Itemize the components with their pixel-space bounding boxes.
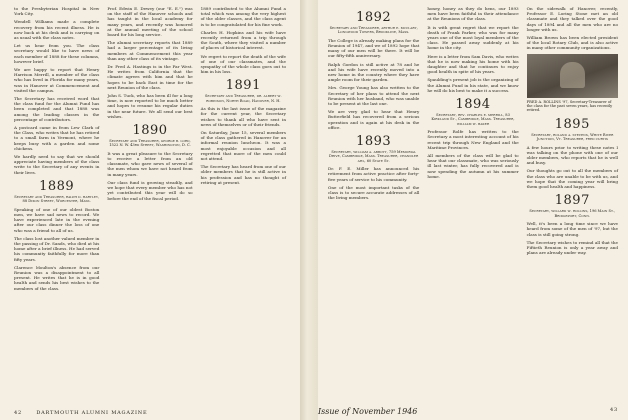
paragraph: Here is a letter from Sam Davis, who writes that he is now making his home with his daughter and that he continues to enjoy good health in spite of his years.	[427, 53, 519, 75]
class-year-heading: 1892	[356, 10, 392, 25]
paragraph: As this is the last issue of the magazine for the current year, the Secretary wishes to thank all who have sent in news of themselves or of their friends.	[200, 106, 286, 127]
class-year-heading: 1894	[455, 97, 491, 113]
paragraph: The Secretary wishes to remind all that the Fiftieth Reunion is only a year away and plans are already under way.	[526, 239, 618, 256]
paragraph: On Saturday, June 15, several members of the class gathered in Hanover for an informal reunion luncheon. It was a most enjoyable occasion and all regretted that more of the men could not attend.	[200, 130, 286, 162]
class-officers: Secretary, william a. abbott, 759 Memorial Drive, Cambridge, Mass. Treasurer, chandler ahl, 60 State St.	[329, 150, 419, 163]
class-year-heading: 1897	[554, 193, 590, 209]
class-officers: Secretary, roland a. stevens, White River Junction, Vt. Treasurer, fred curtis	[531, 132, 614, 142]
left-page	[0, 0, 300, 420]
column-left-1	[14, 6, 99, 294]
right-page-columns	[328, 6, 618, 258]
paragraph: All members of the class will be glad to hear that our classmate, who was seriously ill last winter, has fully recovered and is now spending the autumn at his summer home.	[427, 153, 519, 179]
paragraph: We are happy to report that Henry Harrison Merrill, a member of the class who has lived in Florida for many years, was in Hanover at Commencement and visited the campus.	[14, 67, 100, 93]
class-officers: Secretary and Treasurer, ralph d. hartley, 88 Dixon Street, Worcester, Mass.	[14, 194, 100, 204]
paragraph: Dr. F. E. Miller has announced his retirement from active practice after forty-five years of service to his community.	[328, 166, 420, 182]
column-right-3	[527, 6, 618, 258]
paragraph: to the Presbyterian Hospital in New York City.	[14, 6, 100, 17]
paragraph: The Secretary has heard from one of our older members that he is still active in his profession and has no thought of retiring at present.	[200, 164, 286, 185]
paragraph: On the sidewalk of Hanover, recently, Professor E. Loring Stone met an old classmate and they talked over the good days of 1894 and all the men who are no longer with us.	[526, 6, 618, 32]
paragraph: It was a great pleasure to the Secretary to receive a letter from an old classmate, who gave news of several of the men whom we have not heard from in many years.	[107, 150, 193, 177]
column-right-1	[328, 6, 419, 258]
paragraph: John S. Tuck, who has been ill for a long time, is now reported to be much better and hopes to resume his regular duties in the near future. We all send our best wishes.	[107, 93, 193, 119]
class-officers: Secretary and Treasurer, george b. lord, 1522 N. W. 43rd Street, Washington, D. C.	[109, 139, 191, 148]
class-year-heading: 1889	[39, 178, 75, 194]
photo-caption: FRED A. ROLLINS '97, Secretary-Treasurer of the class for the past seven years, has recently retired.	[526, 99, 613, 113]
portrait-photo	[527, 54, 618, 98]
right-page-footer	[318, 407, 618, 416]
paragraph: We regret to report the death of the wife of one of our classmates, and the sympathy of the whole class goes out to him in his loss.	[200, 53, 286, 75]
paragraph: A few hours prior to writing these notes I was talking on the phone with one of our older members, who reports that he is well and busy.	[526, 144, 618, 166]
paragraph: Spaulding's present job is the organizing of the Alumni Fund in his state, and we know he will do his best to make it a success.	[427, 77, 519, 93]
class-officers: Secretary and Treasurer, arthur e. mcclary, Longwood Towers, Brookline, Mass.	[329, 26, 418, 35]
left-page-footer	[14, 410, 147, 416]
paragraph: 1889 contributed to the Alumni Fund a total which was among the very highest of the older classes, and the class agent is to be congratulated for his fine work.	[200, 6, 286, 27]
page-number: 42	[14, 410, 22, 416]
paragraph: Mrs. George Young has also written to the Secretary of her plans to attend the next Reunion with her husband, who was unable to be present at the last one.	[328, 85, 420, 107]
class-officers: Secretary and Treasurer, dr. albert w. robinson, North Road, Hanover, N. H.	[204, 94, 282, 103]
class-year-heading: 1890	[132, 123, 168, 139]
paragraph: It is with great regret that we report the death of Frank Parker, who was for many years one of the most loyal members of the class. He passed away suddenly at his home in the city.	[427, 24, 519, 51]
binding-gutter	[300, 0, 318, 420]
paragraph: Clarence Moulton's absence from our Reunion was a disappointment to all present. He writes that he is in good health and sends his best wishes to the members of the class.	[14, 264, 100, 291]
paragraph: Let us hear from you. The class secretary would like to have news of each member of 1888 for these columns, however brief.	[14, 43, 100, 64]
column-right-2	[427, 6, 518, 258]
paragraph: The alumni secretary reports that 1889 had a larger percentage of its living members at Commencement this year than any other class of its vintage.	[107, 40, 193, 61]
class-officers: Secretary, willard w. rollins, 196 Main St., Bridgeport, Conn.	[529, 209, 616, 218]
paragraph: Our class fund is growing steadily, and we hope that every member who has not yet contributed this year will do so before the end of the fiscal period.	[107, 179, 193, 201]
left-page-columns	[14, 6, 286, 294]
column-left-2	[107, 6, 192, 294]
right-page	[318, 0, 628, 420]
paragraph: We are very glad to hear that Henry Butterfield has recovered from a serious operation and is again at his desk in the office.	[328, 109, 420, 130]
paragraph: Charles H. Hopkins and his wife have recently returned from a trip through the South, where they visited a number of places of historical interest.	[200, 29, 286, 51]
class-year-heading: 1893	[356, 134, 392, 150]
paragraph: One of the most important tasks of the class is to secure accurate addresses of all the living members.	[328, 184, 420, 201]
paragraph: William Brown has been elected president of the local Rotary Club, and is also active in many other community organizations.	[526, 35, 618, 51]
class-officers: Secretary, rev. charles e. merrill, 83 Kirkland St., Cambridge, Mass. Treasurer, william w. baker	[431, 113, 515, 126]
paragraph: Ralph Gordon is still active at 78 and he and his wife have recently moved into a new home in the country where they have ample room for their garden.	[328, 61, 420, 83]
paragraph: We hardly need to say that we should appreciate having members of the class write to the Secretary of any events in their lives.	[14, 154, 100, 175]
page-number: 43	[610, 407, 618, 413]
paragraph: Dr. Fred A. Hastings is in the Far West. He writes from California that the climate agrees with him and that he hopes to be back East in time for the next Reunion of the class.	[107, 64, 193, 90]
class-year-heading: 1895	[554, 116, 590, 132]
magazine-title: DARTMOUTH ALUMNI MAGAZINE	[36, 410, 148, 416]
paragraph: Prof. Edwin E. Dewey (our "E. E.") was on the staff of the Hanover schools and has taught in the local academy for many years, and recently was honored at the annual meeting of the school board for his long service.	[107, 6, 193, 38]
class-year-heading: 1891	[225, 78, 261, 94]
column-left-3	[201, 6, 286, 294]
paragraph: Speaking of one of our oldest Boston men, we have sad news to record. We have experienced late in the evening after our class dinner the loss of one who was a friend to all of us.	[14, 206, 100, 233]
paragraph: Professor Rolfe has written to the Secretary a most interesting account of his recent trip through New England and the Maritime Provinces.	[427, 129, 519, 150]
paragraph: The Secretary has received word that the class fund for the Alumni Fund has been completed and that 1888 was among the leading classes in the percentage of contributors.	[14, 96, 100, 122]
paragraph: The class lost another valued member in the passing of Dr. Sands, who died at his home after a brief illness. He had served his community faithfully for more than fifty years.	[14, 235, 100, 262]
paragraph: honey, honey as they do hens, our 1893 men have been faithful in their attendance at the Reunions of the class.	[427, 6, 519, 22]
paragraph: The College is already making plans for the Reunion of 1947, and we of 1892 hope that many of our men will be there. It will be our fifty-fifth anniversary.	[328, 37, 420, 59]
paragraph: Our thoughts go out to all the members of the class who are unable to be with us, and we hope that the coming year will bring them good health and happiness.	[526, 168, 618, 190]
paragraph: Wendell Williams made a complete recovery from his recent illness. He is now back at his desk and is carrying on as usual with the class notes.	[14, 19, 100, 41]
paragraph: Well, it's been a long time since we have heard from some of the men of '97, but the class is still going strong.	[526, 221, 618, 237]
paragraph: A postcard came in from Lew Clark of the Class, who writes that he has retired to a small farm in Vermont, where he keeps busy with a garden and some chickens.	[14, 125, 100, 151]
issue-label: Issue of November 1946	[318, 407, 418, 416]
